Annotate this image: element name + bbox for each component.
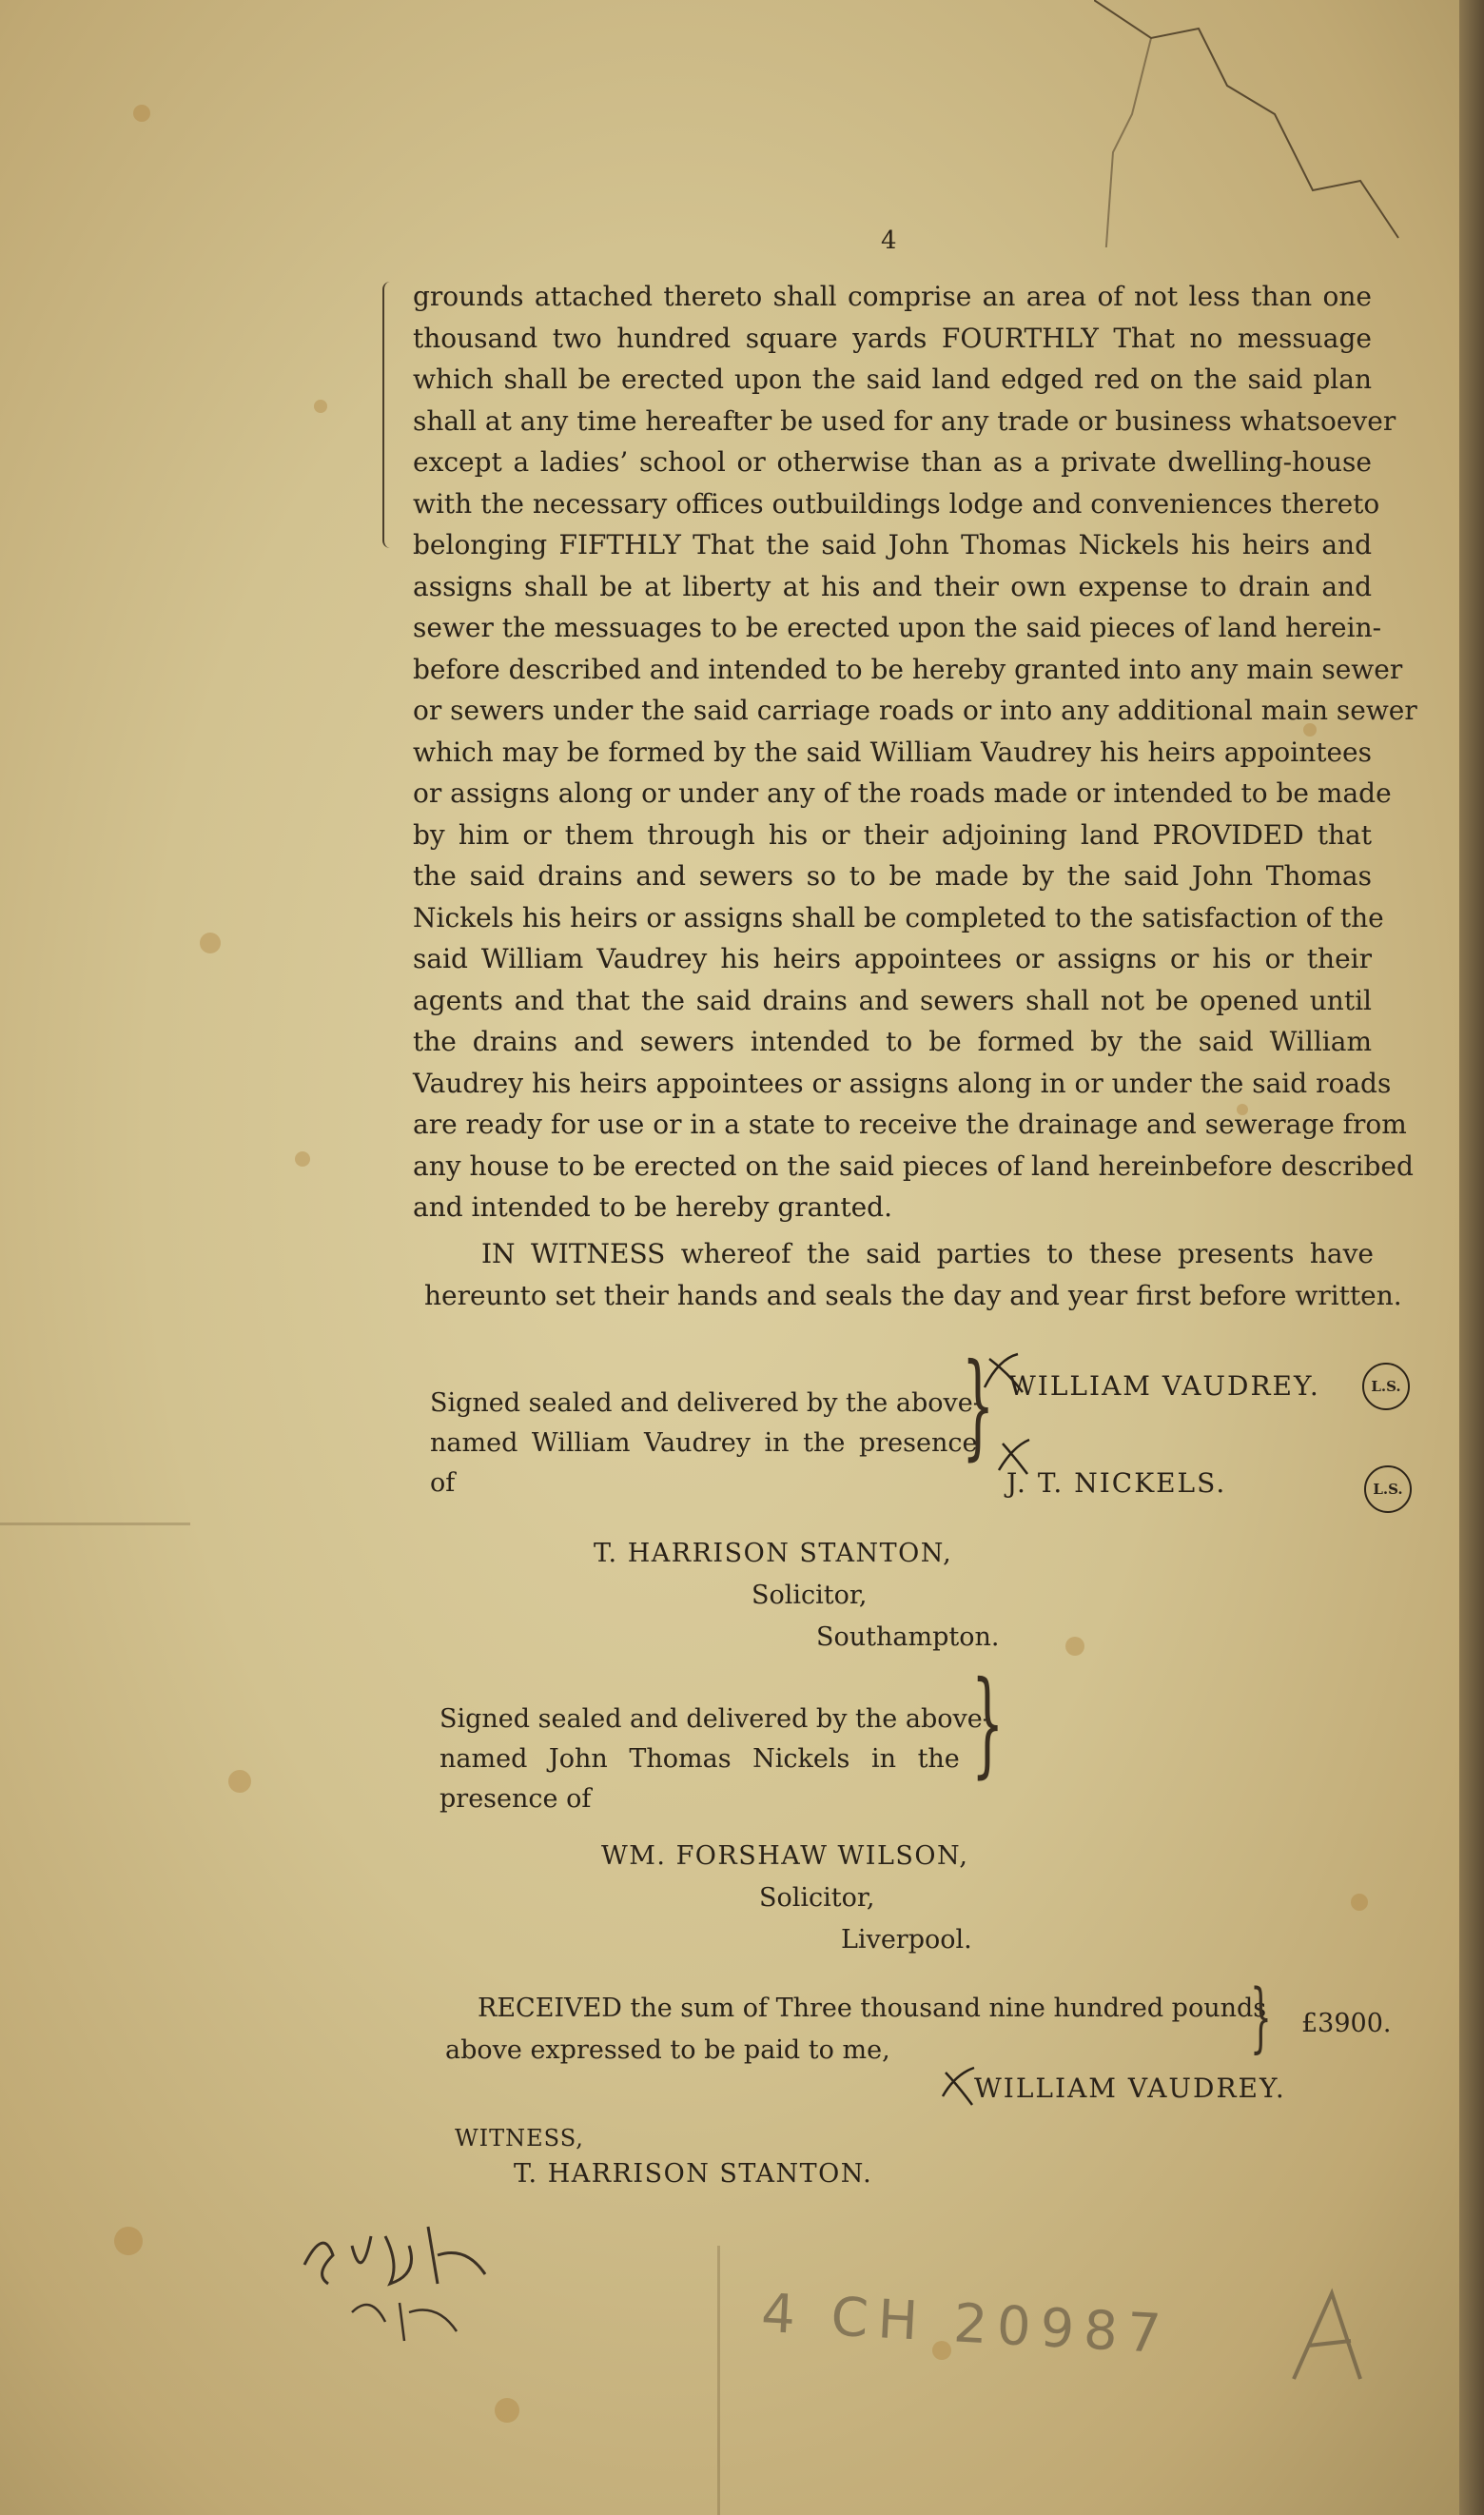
attestation-clause-vaudrey: [430, 1384, 982, 1503]
body-text-line: or assigns along or under any of the roads made or intended to be made: [413, 777, 1392, 809]
receipt-line: RECEIVED the sum of Three thousand nine hundred pounds: [478, 1994, 1267, 2023]
attestation-line: Signed sealed and delivered by the above-: [439, 1704, 991, 1734]
witness-place: Liverpool.: [841, 1925, 972, 1955]
in-witness-clause: [424, 1233, 1402, 1316]
signatory-nickels: J. T. NICKELS.: [1006, 1467, 1227, 1499]
body-text-line: before described and intended to be hereby granted into any main sewer: [413, 653, 1403, 685]
body-text-line: or sewers under the said carriage roads or into any additional main sewer: [413, 695, 1417, 726]
paper-crease: [717, 2246, 720, 2515]
receipt-witness-label: WITNESS,: [455, 2125, 584, 2152]
body-text-line: except a ladies’ school or otherwise than as a private dwelling-house: [413, 446, 1372, 478]
attestation-line: named John Thomas Nickels in the: [439, 1744, 960, 1774]
brace-glyph: }: [961, 1340, 995, 1472]
signature-cross-mark: [980, 1349, 1037, 1397]
attestation-line: of: [430, 1468, 456, 1498]
receipt-witness-name: T. HARRISON STANTON.: [514, 2159, 873, 2189]
body-text-line: and intended to be hereby granted.: [413, 1191, 892, 1223]
receipt-line: above expressed to be paid to me,: [445, 2035, 890, 2065]
witness-name: WM. FORSHAW WILSON,: [601, 1841, 969, 1871]
seal-mark: L.S.: [1362, 1363, 1410, 1410]
attestation-line: Signed sealed and delivered by the above-: [430, 1388, 982, 1418]
witness-place: Southampton.: [816, 1622, 1000, 1652]
signature-cross-mark: [989, 1432, 1046, 1480]
foxing-spot: [295, 1151, 310, 1167]
body-text-line: assigns shall be at liberty at his and their own expense to drain and: [413, 570, 1372, 602]
deed-body-text: [413, 276, 1417, 1228]
body-text-line: grounds attached thereto shall comprise an area of not less than one: [413, 281, 1372, 312]
body-text-line: by him or them through his or their adjoining land PROVIDED that: [413, 818, 1372, 851]
torn-corner-mark: [1094, 0, 1474, 247]
receipt-clause-continued: [445, 2031, 890, 2071]
page-edge: [1459, 0, 1484, 2515]
margin-bracket: [382, 282, 398, 548]
attestation-clause-nickels: [439, 1700, 991, 1819]
brace-glyph: }: [1249, 1973, 1272, 2061]
body-text-line: belonging FIFTHLY That the said John Thomas Nickels his heirs and: [413, 529, 1372, 560]
attestation-line: presence of: [439, 1784, 592, 1814]
foxing-spot: [314, 400, 327, 413]
body-text-line: said William Vaudrey his heirs appointees or assigns or his or their: [413, 943, 1372, 974]
signatory-vaudrey: WILLIAM VAUDREY.: [1008, 1370, 1320, 1402]
foxing-spot: [1351, 1894, 1368, 1911]
body-text-line: Vaudrey his heirs appointees or assigns along in or under the said roads: [413, 1067, 1392, 1099]
witness-name: T. HARRISON STANTON,: [594, 1539, 953, 1568]
witness-line: IN WITNESS whereof the said parties to these presents have: [481, 1238, 1374, 1269]
witness-wilson: [601, 1837, 969, 1876]
body-text-line: which may be formed by the said William Vaudrey his heirs appointees: [413, 736, 1372, 768]
receipt-clause: [478, 1989, 1266, 2029]
body-text-line: shall at any time hereafter be used for any trade or business whatsoever: [413, 404, 1396, 437]
foxing-spot: [495, 2398, 519, 2423]
body-text-line: agents and that the said drains and sewers shall not be opened until: [413, 984, 1372, 1016]
page-number: 4: [881, 226, 897, 255]
body-text-line: Nickels his heirs or assigns shall be completed to the satisfaction of the: [413, 901, 1384, 933]
witness-stanton: [594, 1534, 952, 1574]
body-text-line: which shall be erected upon the said land edged red on the said plan: [413, 363, 1372, 395]
foxing-spot: [133, 105, 150, 122]
body-text-line: the drains and sewers intended to be formed by the said William: [413, 1026, 1372, 1057]
witness-title: Solicitor,: [759, 1883, 875, 1913]
foxing-spot: [114, 2227, 143, 2255]
foxing-spot: [1065, 1637, 1084, 1656]
body-text-line: any house to be erected on the said pieces of land hereinbefore described: [413, 1149, 1414, 1182]
receipt-amount: £3900.: [1301, 2009, 1392, 2038]
body-text-line: with the necessary offices outbuildings lodge and conveniences thereto: [413, 487, 1380, 520]
attestation-line: named William Vaudrey in the presence: [430, 1428, 978, 1458]
witness-line: hereunto set their hands and seals the day and year first before written.: [424, 1279, 1402, 1311]
body-text-line: sewer the messuages to be erected upon the said pieces of land herein-: [413, 612, 1382, 643]
body-text-line: the said drains and sewers so to be made by the said John Thomas: [413, 860, 1372, 892]
witness-title: Solicitor,: [752, 1581, 868, 1610]
body-text-line: thousand two hundred square yards FOURTHLY That no messuage: [413, 322, 1372, 354]
receipt-signatory: WILLIAM VAUDREY.: [974, 2073, 1286, 2104]
archive-reference-number: 4 CH 20987: [759, 2282, 1172, 2367]
pencil-letter-mark: [1275, 2284, 1389, 2388]
foxing-spot: [228, 1770, 251, 1793]
paper-crease: [0, 1523, 190, 1525]
handwritten-initials-mark: [295, 2208, 523, 2360]
body-text-line: are ready for use or in a state to receive the drainage and sewerage from: [413, 1109, 1407, 1140]
seal-mark: L.S.: [1364, 1465, 1412, 1513]
foxing-spot: [200, 933, 221, 953]
brace-glyph: }: [970, 1658, 1005, 1790]
